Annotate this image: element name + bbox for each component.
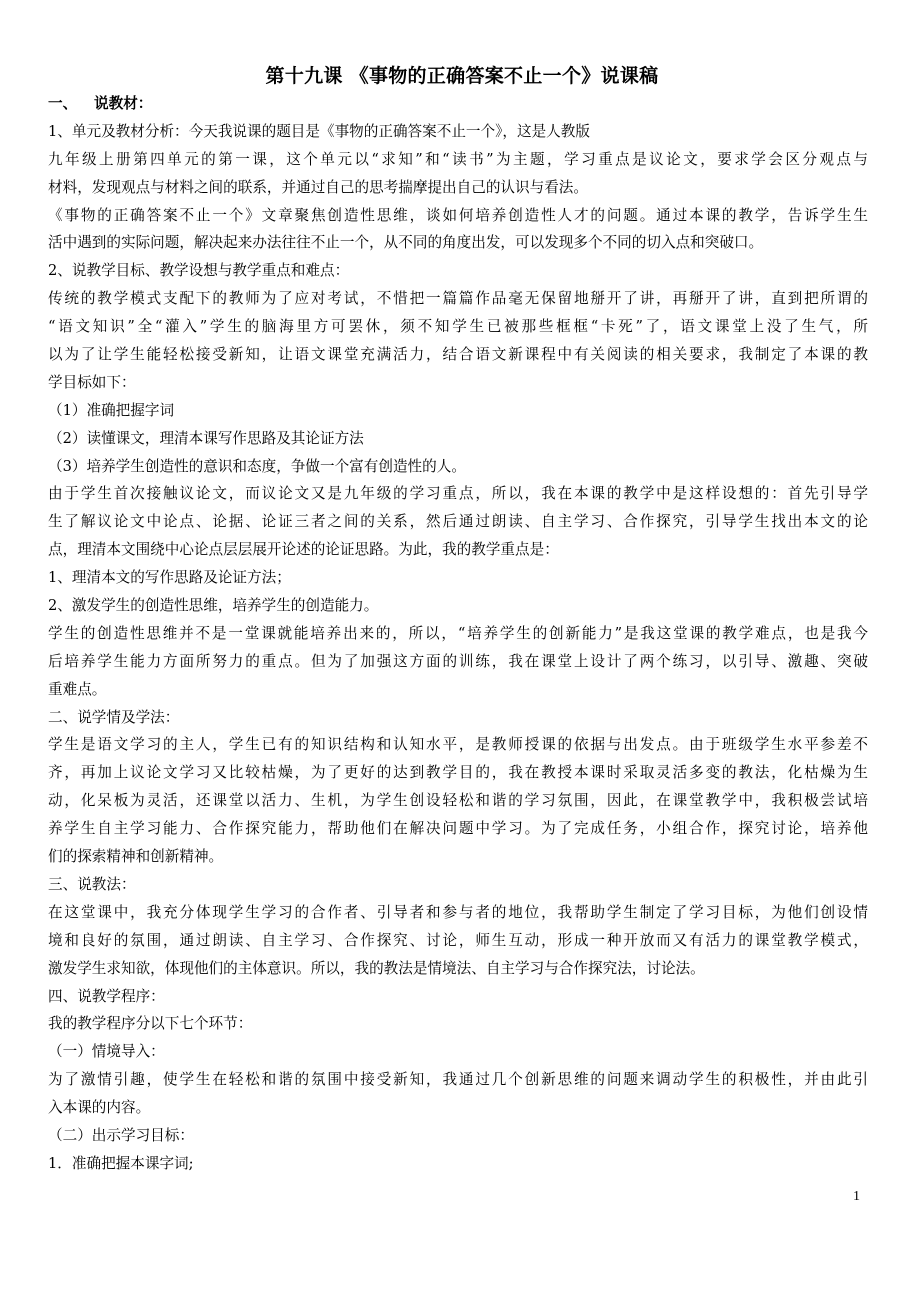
paragraph-line: 点，理清本文围绕中心论点层层展开论述的论证思路。为此，我的教学重点是： xyxy=(48,541,559,559)
paragraph-line: 境和良好的氛围，通过朗读、自主学习、合作探究、讨论，师生互动，形成一种开放而又有活力的课堂教学模式， xyxy=(48,931,868,949)
paragraph-line: 生了解议论文中论点、论据、论证三者之间的关系，然后通过朗读、自主学习、合作探究，引导学生找出本文的论 xyxy=(48,513,868,531)
paragraph-line: 养学生自主学习能力、合作探究能力，帮助他们在解决问题中学习。为了完成任务，小组合作，探究讨论，培养他 xyxy=(48,820,868,838)
document-title: 第十九课 《事物的正确答案不止一个》说课稿 xyxy=(265,65,659,87)
subheading-line: （一）情境导入： xyxy=(48,1043,165,1061)
subheading-line: （二）出示学习目标： xyxy=(48,1126,194,1144)
paragraph-line: 在这堂课中，我充分体现学生学习的合作者、引导者和参与者的地位，我帮助学生制定了学习目标，为他们创设情 xyxy=(48,903,868,921)
paragraph-line: 活中遇到的实际问题，解决起来办法往往不止一个，从不同的角度出发，可以发现多个不同的切入点和突破口。 xyxy=(48,234,764,252)
paragraph-line: 学生的创造性思维并不是一堂课就能培养出来的，所以，“培养学生的创新能力”是我这堂课的教学难点，也是我今 xyxy=(48,624,868,642)
paragraph-line: 们的探索精神和创新精神。 xyxy=(48,848,224,866)
paragraph-line: 学生是语文学习的主人，学生已有的知识结构和认知水平，是教师授课的依据与出发点。由于班级学生水平参差不 xyxy=(48,736,868,754)
section-heading-teaching-material xyxy=(48,90,868,118)
paragraph-line: “语文知识”全“灌入”学生的脑海里方可罢休，须不知学生已被那些框框“卡死”了，语文课堂上没了生气，所 xyxy=(48,318,868,336)
paragraph-line: 我的教学程序分以下七个环节： xyxy=(48,1015,253,1033)
paragraph-line: 以为了让学生能轻松接受新知，让语文课堂充满活力，结合语文新课程中有关阅读的相关要求，我制定了本课的教 xyxy=(48,346,868,364)
section-label: 说教材： xyxy=(94,95,153,112)
paragraph-line: 材料，发现观点与材料之间的联系，并通过自己的思考揣摩提出自己的认识与看法。 xyxy=(48,178,588,196)
list-item: 1．准确把握本课字词; xyxy=(48,1154,194,1172)
paragraph-line: 动，化呆板为灵活，还课堂以活力、生机，为学生创设轻松和谐的学习氛围，因此，在课堂教学中，我积极尝试培 xyxy=(48,792,868,810)
paragraph-line: 后培养学生能力方面所努力的重点。但为了加强这方面的训练，我在课堂上设计了两个练习，以引导、激趣、突破 xyxy=(48,652,868,670)
page-number: 1 xyxy=(853,1189,860,1204)
paragraph-line: 入本课的内容。 xyxy=(48,1099,151,1117)
paragraph-line: 1、单元及教材分析：今天我说课的题目是《事物的正确答案不止一个》，这是人教版 xyxy=(48,122,590,140)
section-heading: 二、说学情及学法： xyxy=(48,708,180,726)
paragraph-line: 学目标如下： xyxy=(48,373,136,391)
section-heading: 三、说教法： xyxy=(48,875,136,893)
paragraph-line: 齐，再加上议论文学习又比较枯燥，为了更好的达到教学目的，我在教授本课时采取灵活多变的教法，化枯燥为生 xyxy=(48,764,868,782)
list-item: （1）准确把握字词 xyxy=(48,401,175,419)
document-page xyxy=(48,62,868,1178)
paragraph-line: 激发学生求知欲，体现他们的主体意识。所以，我的教法是情境法、自主学习与合作探究法，讨论法。 xyxy=(48,959,705,977)
paragraph-line: 《事物的正确答案不止一个》文章聚焦创造性思维，谈如何培养创造性人才的问题。通过本课的教学，告诉学生生 xyxy=(48,206,868,224)
list-item: （2）读懂课文，理清本课写作思路及其论证方法 xyxy=(48,429,364,447)
section-number: 一、 xyxy=(48,95,78,112)
paragraph-line: 传统的教学模式支配下的教师为了应对考试，不惜把一篇篇作品毫无保留地掰开了讲，再掰开了讲，直到把所谓的 xyxy=(48,290,868,308)
paragraph-line: 重难点。 xyxy=(48,680,107,698)
list-item: 2、激发学生的创造性思维，培养学生的创造能力。 xyxy=(48,597,379,615)
list-item: 1、理清本文的写作思路及论证方法； xyxy=(48,569,291,587)
subheading-line: 2、说教学目标、教学设想与教学重点和难点： xyxy=(48,262,350,280)
paragraph-line: 为了激情引趣，使学生在轻松和谐的氛围中接受新知，我通过几个创新思维的问题来调动学生的积极性，并由此引 xyxy=(48,1071,868,1089)
list-item: （3）培养学生创造性的意识和态度，争做一个富有创造性的人。 xyxy=(48,457,466,475)
paragraph-line: 九年级上册第四单元的第一课，这个单元以“求知”和“读书”为主题，学习重点是议论文，要求学会区分观点与 xyxy=(48,150,868,168)
section-heading: 四、说教学程序： xyxy=(48,987,165,1005)
paragraph-line: 由于学生首次接触议论文，而议论文又是九年级的学习重点，所以，我在本课的教学中是这样设想的：首先引导学 xyxy=(48,485,868,503)
